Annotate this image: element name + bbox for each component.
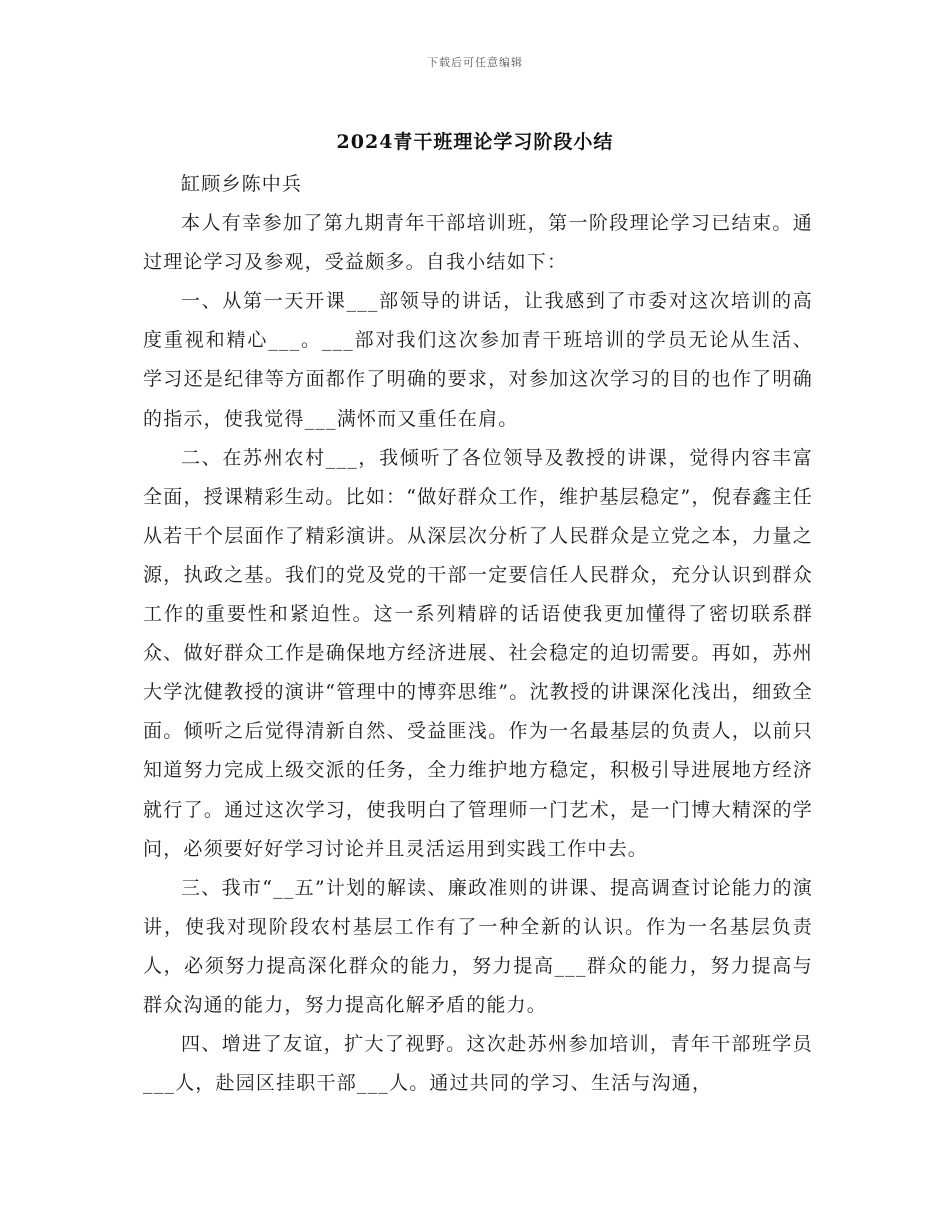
document-title: 2024青干班理论学习阶段小结	[336, 131, 614, 153]
author-line: 缸顾乡陈中兵	[181, 173, 303, 195]
paragraph-section-3: 三、我市“__五”计划的解读、廉政准则的讲课、提高调查讨论能力的演讲，使我对现阶段农村基层工作有了一种全新的认识。作为一名基层负责人，必须努力提高深化群众的能力，努力提高___群众的能力，努力提高与群众沟通的能力，努力提高化解矛盾的能力。	[143, 876, 813, 1016]
paragraph-section-4: 四、增进了友谊，扩大了视野。这次赴苏州参加培训，青年干部班学员___人，赴园区挂职干部___人。通过共同的学习、生活与沟通，	[143, 1033, 813, 1095]
paragraph-section-1: 一、从第一天开课___部领导的讲话，让我感到了市委对这次培训的高度重视和精心___。___部对我们这次参加青干班培训的学员无论从生活、学习还是纪律等方面都作了明确的要求，对参加这次学习的目的也作了明确的指示，使我觉得___满怀而又重任在肩。	[143, 290, 813, 430]
paragraph-section-2: 二、在苏州农村___，我倾听了各位领导及教授的讲课，觉得内容丰富全面，授课精彩生动。比如：“做好群众工作，维护基层稳定”，倪春鑫主任从若干个层面作了精彩演讲。从深层次分析了人民群众是立党之本，力量之源，执政之基。我们的党及党的干部一定要信任人民群众，充分认识到群众工作的重要性和紧迫性。这一系列精辟的话语使我更加懂得了密切联系群众、做好群众工作是确保地方经济进展、社会稳定的迫切需要。再如，苏州大学沈健教授的演讲“管理中的博弈思维”。沈教授的讲课深化浅出，细致全面。倾听之后觉得清新自然、受益匪浅。作为一名最基层的负责人，以前只知道努力完成上级交派的任务，全力维护地方稳定，积极引导进展地方经济就行了。通过这次学习，使我明白了管理师一门艺术，是一门博大精深的学问，必须要好好学习讨论并且灵活运用到实践工作中去。	[143, 446, 813, 860]
header-note: 下载后可任意编辑	[427, 56, 523, 69]
paragraph-intro: 本人有幸参加了第九期青年干部培训班，第一阶段理论学习已结束。通过理论学习及参观，受益颇多。自我小结如下：	[143, 212, 813, 274]
document-body	[143, 165, 813, 1103]
